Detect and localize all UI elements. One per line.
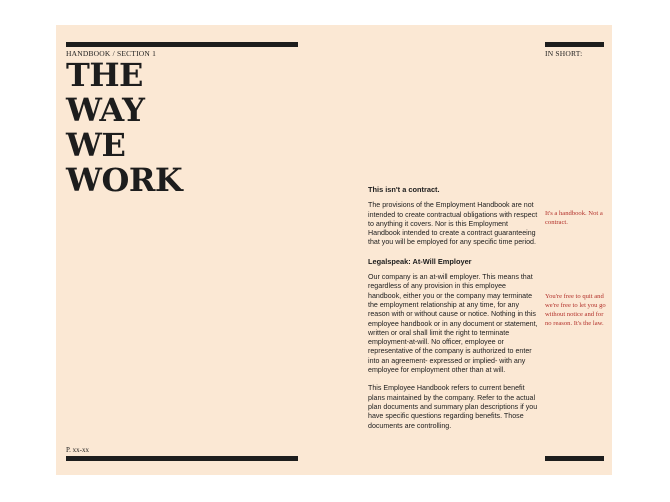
headline-line: THE: [66, 56, 143, 94]
handbook-spread: [56, 25, 612, 475]
section-heading: This isn't a contract.: [368, 185, 440, 194]
margin-note: You're free to quit and we're free to let you go without notice and for no reason. It's the law.: [545, 293, 606, 327]
body-paragraph: Our company is an at-will employer. This means that regardless of any provision in this employee handbook, either you or the company may terminate the employment relationship at any time, for any reason with or without cause or notice. Nothing in this employee handbook or in any document or statement, written or oral shall limit the right to terminate employment-at-will. No officer, employee or representative of the company is authorized to enter into an agreement- expressed or implied- with any employee for employment other than at will.: [368, 273, 538, 375]
body-paragraph: The provisions of the Employment Handbook are not intended to create contractual obligations with respect to anything it covers. Nor is this Employment Handbook intended to create a contract guaranteeing that you will be employed for any specific time period.: [368, 201, 538, 247]
top-rule-left: [66, 42, 298, 47]
sidebar-label: IN SHORT:: [545, 49, 583, 58]
headline-line: WAY: [66, 91, 145, 129]
margin-note: It's a handbook. Not a contract.: [545, 210, 603, 226]
headline-line: WE: [66, 126, 126, 164]
body-column: [368, 185, 540, 440]
top-rule-right: [545, 42, 604, 47]
headline-line: WORK: [66, 161, 183, 199]
bottom-rule-right: [545, 456, 604, 461]
body-paragraph: This Employee Handbook refers to current benefit plans maintained by the company. Refer to the actual plan documents and summary plan descriptions if you have specific questions regarding benefits. Those documents are controlling.: [368, 384, 538, 430]
bottom-rule-left: [66, 456, 298, 461]
section-label: HANDBOOK / SECTION 1: [66, 49, 157, 58]
page-folio: P. xx-xx: [66, 446, 89, 454]
page-headline: [66, 58, 182, 198]
section-heading: Legalspeak: At-Will Employer: [368, 256, 472, 266]
